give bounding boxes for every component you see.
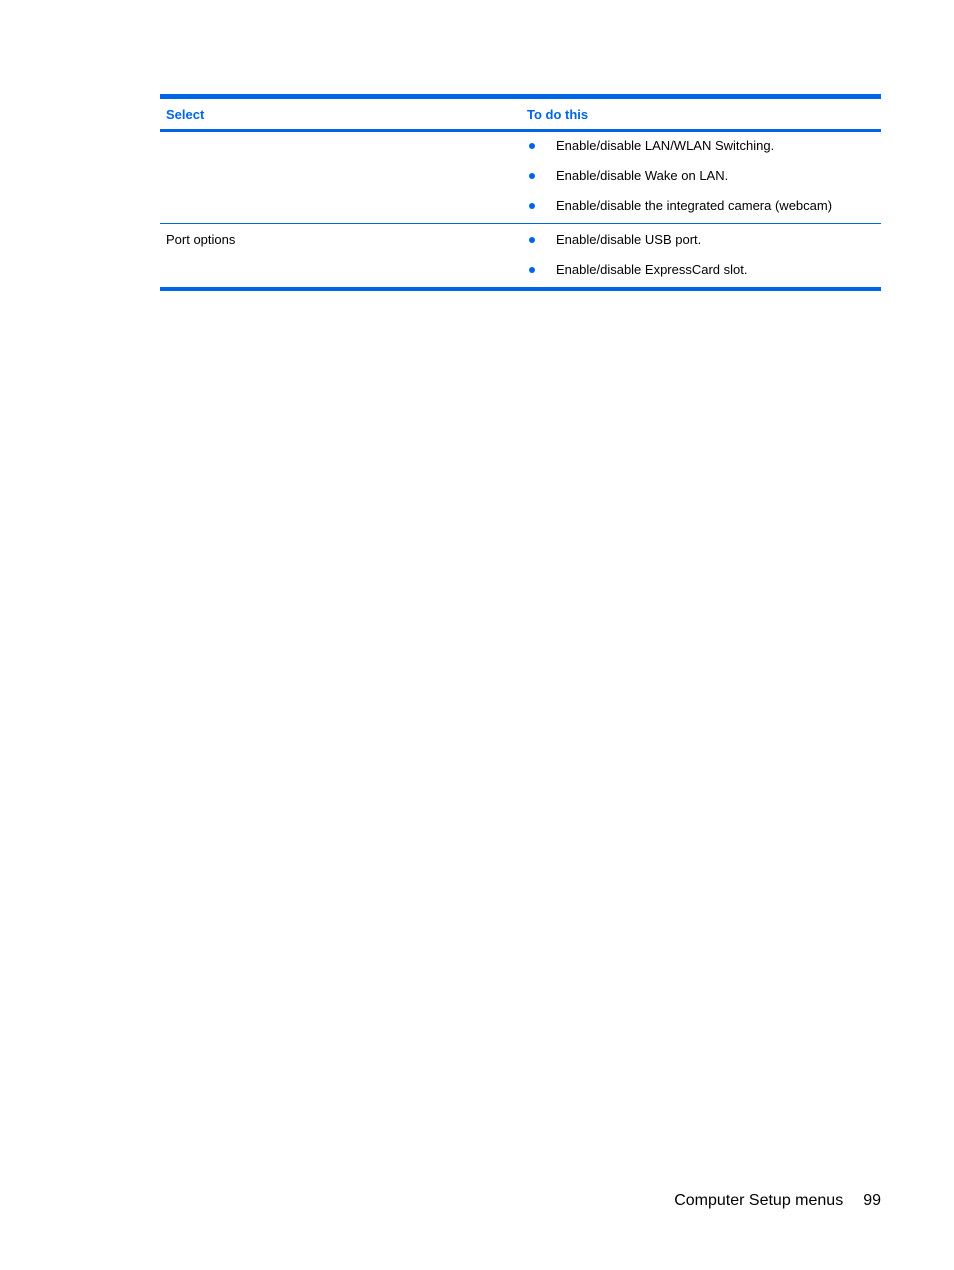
page-footer xyxy=(674,1192,881,1210)
settings-table-container xyxy=(160,94,881,291)
bullet-icon xyxy=(529,237,535,243)
settings-table xyxy=(160,94,881,291)
table-header-row xyxy=(160,97,881,131)
list-item-text: Enable/disable LAN/WLAN Switching. xyxy=(556,138,775,153)
todo-cell xyxy=(521,224,881,290)
bullet-icon xyxy=(529,143,535,149)
bullet-icon xyxy=(529,267,535,273)
header-select: Select xyxy=(166,106,205,122)
bullet-icon xyxy=(529,173,535,179)
list-item-text: Enable/disable USB port. xyxy=(556,232,702,247)
list-item xyxy=(527,198,875,223)
table-row xyxy=(160,131,881,224)
list-item xyxy=(527,232,875,262)
footer-section-title: Computer Setup menus xyxy=(674,1192,844,1209)
list-item-text: Enable/disable the integrated camera (webcam) xyxy=(556,198,833,213)
list-item xyxy=(527,262,875,287)
bullet-list xyxy=(527,232,875,287)
header-to-do-this: To do this xyxy=(527,106,589,122)
list-item-text: Enable/disable ExpressCard slot. xyxy=(556,262,748,277)
bullet-list xyxy=(527,138,875,223)
table-row xyxy=(160,224,881,290)
list-item-text: Enable/disable Wake on LAN. xyxy=(556,168,729,183)
page-number: 99 xyxy=(863,1192,881,1209)
bullet-icon xyxy=(529,203,535,209)
select-cell xyxy=(160,131,521,224)
todo-cell xyxy=(521,131,881,224)
list-item xyxy=(527,138,875,168)
select-cell: Port options xyxy=(166,232,236,247)
list-item xyxy=(527,168,875,198)
